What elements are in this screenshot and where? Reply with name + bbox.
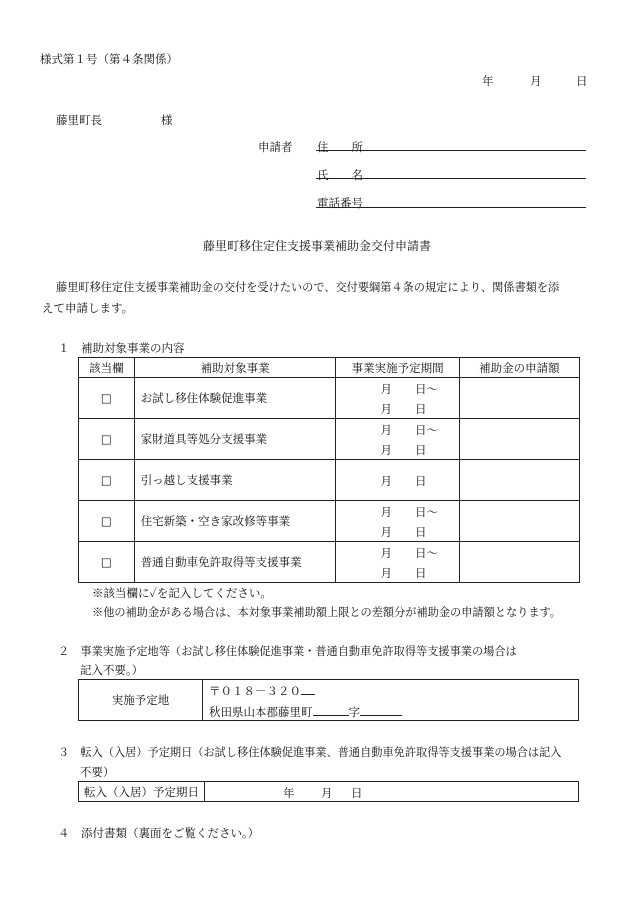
move-in-label: 転入（入居）予定期日 <box>79 782 205 802</box>
row-project-name: 住宅新築・空き家改修等事業 <box>134 501 336 542</box>
table-row <box>79 501 580 542</box>
section2-heading-line1: ２ 事業実施予定地等（お試し移住体験促進事業・普通自動車免許取得等支援事業の場合は <box>58 645 517 658</box>
section3-heading-line2: 不要） <box>80 765 115 779</box>
table-row <box>79 460 580 501</box>
period-start: 月 日〜 <box>380 423 438 437</box>
note-other-subsidy: ※他の補助金がある場合は、本対象事業補助額上限との差額分が補助金の申請額となります。 <box>92 606 561 619</box>
date-year: 年 <box>482 74 494 88</box>
row-period[interactable] <box>336 501 459 542</box>
row-amount[interactable] <box>459 460 579 501</box>
period-start: 月 日〜 <box>380 382 438 396</box>
period-start: 月 日〜 <box>380 505 438 519</box>
row-checkbox[interactable]: □ <box>79 460 135 501</box>
name-field-line[interactable] <box>316 178 586 179</box>
site-address-cell[interactable] <box>203 680 579 721</box>
row-checkbox[interactable]: □ <box>79 419 135 460</box>
move-in-day: 日 <box>351 786 363 800</box>
move-in-year: 年 <box>283 786 295 800</box>
row-checkbox[interactable]: □ <box>79 501 135 542</box>
period-date: 月 日 <box>380 474 427 488</box>
row-period[interactable] <box>336 460 459 501</box>
intro-line-2: えて申請します。 <box>42 301 134 315</box>
col-header-period: 事業実施予定期間 <box>336 358 459 378</box>
row-amount[interactable] <box>459 378 579 419</box>
row-period[interactable] <box>336 542 459 583</box>
postal-code <box>209 683 315 699</box>
row-period[interactable] <box>336 378 459 419</box>
section3-heading-line1: ３ 転入（入居）予定期日（お試し移住体験促進事業、普通自動車免許取得等支援事業の場合は記入 <box>58 746 562 759</box>
site-address <box>209 704 402 720</box>
phone-field-line[interactable] <box>316 207 586 208</box>
address-field-line[interactable] <box>316 150 586 151</box>
section2-heading-line2: 記入不要。） <box>80 663 144 677</box>
section1-heading: １ 補助対象事業の内容 <box>58 341 185 355</box>
address-prefix: 秋田県山本郡藤里町 <box>209 705 313 719</box>
row-checkbox[interactable]: □ <box>79 378 135 419</box>
col-header-amount: 補助金の申請額 <box>459 358 579 378</box>
name-label: 氏 名 <box>317 168 363 182</box>
period-end: 月 日 <box>380 566 427 580</box>
table-row <box>79 378 580 419</box>
intro-line-1: 藤里町移住定住支援事業補助金の交付を受けたいので、交付要綱第４条の規定により、関係書類を添 <box>56 281 560 294</box>
period-start: 月 日〜 <box>380 546 438 560</box>
date-month: 月 <box>530 74 542 88</box>
row-project-name: 家財道具等処分支援事業 <box>134 419 336 460</box>
form-number: 様式第１号（第４条関係） <box>40 52 178 66</box>
table-row <box>79 419 580 460</box>
period-end: 月 日 <box>380 525 427 539</box>
table-header-row <box>79 358 580 378</box>
addressee-name: 藤里町長 <box>56 113 102 127</box>
row-amount[interactable] <box>459 419 579 460</box>
col-header-project: 補助対象事業 <box>134 358 336 378</box>
row-checkbox[interactable]: □ <box>79 542 135 583</box>
col-header-check: 該当欄 <box>79 358 135 378</box>
row-amount[interactable] <box>459 501 579 542</box>
period-end: 月 日 <box>380 443 427 457</box>
postal-code-text: 〒０１８－３２０ <box>209 684 301 698</box>
site-label: 実施予定地 <box>79 680 203 721</box>
address-blank-1[interactable] <box>313 705 349 716</box>
row-project-name: お試し移住体験促進事業 <box>134 378 336 419</box>
phone-label: 電話番号 <box>317 196 363 210</box>
date-day: 日 <box>576 74 588 88</box>
table-row <box>79 542 580 583</box>
move-in-date-cell[interactable] <box>205 782 579 802</box>
section4-heading: ４ 添付書類（裏面をご覧ください。） <box>58 826 260 840</box>
subsidy-table <box>78 357 580 583</box>
postal-blank[interactable] <box>301 684 315 695</box>
row-project-name: 引っ越し支援事業 <box>134 460 336 501</box>
address-label: 住 所 <box>317 140 363 154</box>
aza-label: 字 <box>348 705 360 719</box>
addressee-honorific: 様 <box>161 113 173 127</box>
row-period[interactable] <box>336 419 459 460</box>
move-in-table <box>78 781 579 802</box>
address-blank-2[interactable] <box>360 705 402 716</box>
document-title: 藤里町移住定住支援事業補助金交付申請書 <box>203 239 432 253</box>
period-end: 月 日 <box>380 402 427 416</box>
row-amount[interactable] <box>459 542 579 583</box>
move-in-month: 月 <box>321 786 333 800</box>
note-check: ※該当欄に✓を記入してください。 <box>92 586 272 600</box>
site-table <box>78 679 579 721</box>
row-project-name: 普通自動車免許取得等支援事業 <box>134 542 336 583</box>
applicant-label: 申請者 <box>258 140 293 154</box>
